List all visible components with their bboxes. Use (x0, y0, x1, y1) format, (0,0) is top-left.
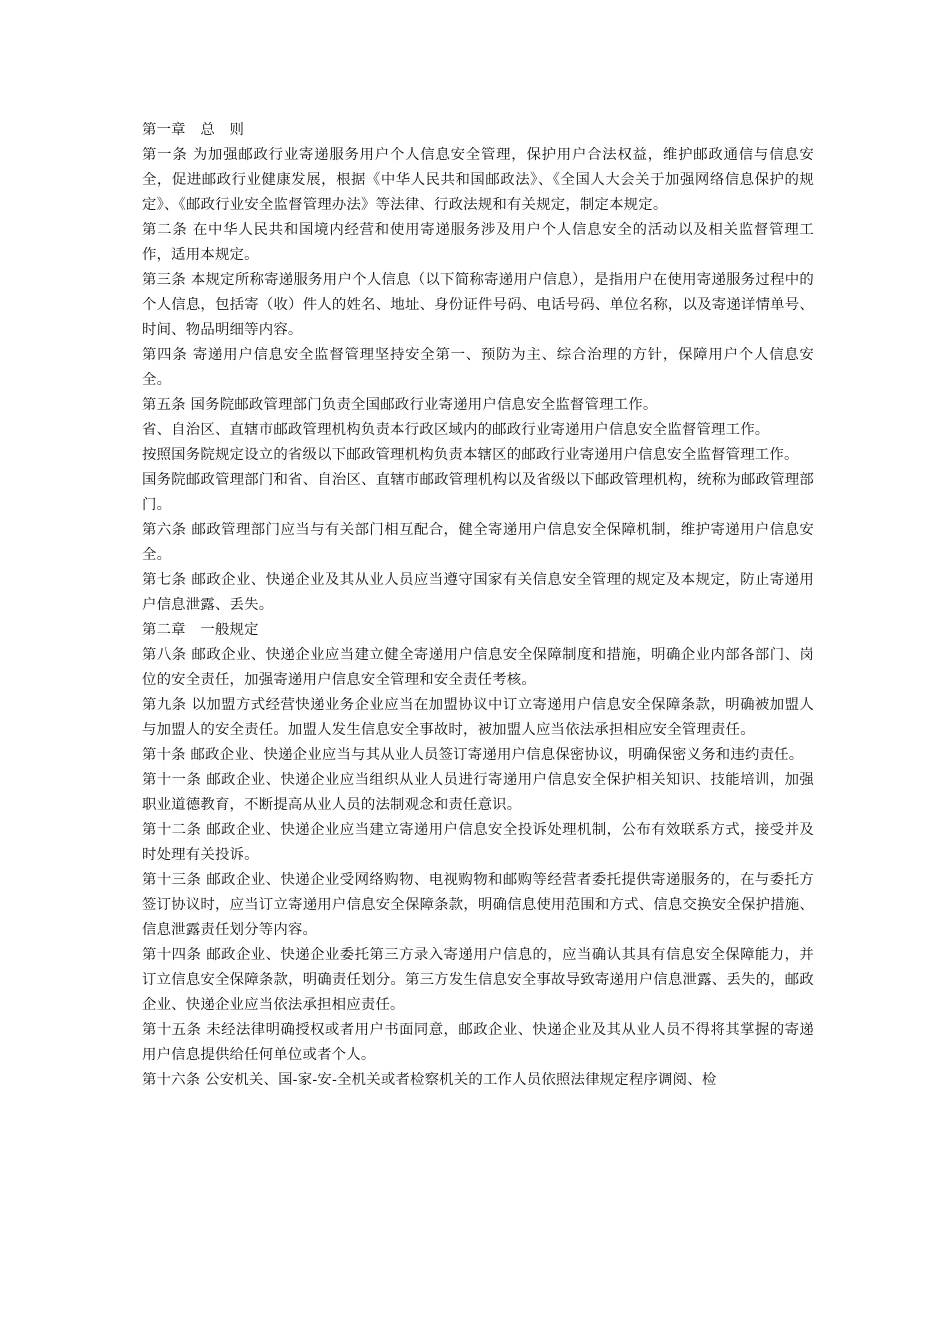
document-body (142, 118, 814, 1093)
article-paragraph: 省、自治区、直辖市邮政管理机构负责本行政区域内的邮政行业寄递用户信息安全监督管理工作。 (142, 422, 770, 438)
article-paragraph: 第十二条 邮政企业、快递企业应当建立寄递用户信息安全投诉处理机制，公布有效联系方式，接受并及时处理有关投诉。 (142, 822, 814, 863)
article-paragraph: 第五条 国务院邮政管理部门负责全国邮政行业寄递用户信息安全监督管理工作。 (142, 397, 658, 413)
article-paragraph: 第十条 邮政企业、快递企业应当与其从业人员签订寄递用户信息保密协议，明确保密义务和违约责任。 (142, 747, 804, 763)
article-paragraph: 第十一条 邮政企业、快递企业应当组织从业人员进行寄递用户信息安全保护相关知识、技能培训，加强职业道德教育，不断提高从业人员的法制观念和责任意识。 (142, 772, 814, 813)
article-paragraph: 第十三条 邮政企业、快递企业受网络购物、电视购物和邮购等经营者委托提供寄递服务的，在与委托方签订协议时，应当订立寄递用户信息安全保障条款，明确信息使用范围和方式、信息交换安全保护措施、信息泄露责任划分等内容。 (142, 872, 814, 938)
article-paragraph: 第八条 邮政企业、快递企业应当建立健全寄递用户信息安全保障制度和措施，明确企业内部各部门、岗位的安全责任，加强寄递用户信息安全管理和安全责任考核。 (142, 647, 814, 688)
article-paragraph: 国务院邮政管理部门和省、自治区、直辖市邮政管理机构以及省级以下邮政管理机构，统称为邮政管理部门。 (142, 472, 814, 513)
article-paragraph: 按照国务院规定设立的省级以下邮政管理机构负责本辖区的邮政行业寄递用户信息安全监督管理工作。 (142, 447, 799, 463)
article-paragraph: 第二条 在中华人民共和国境内经营和使用寄递服务涉及用户个人信息安全的活动以及相关监督管理工作，适用本规定。 (142, 222, 814, 263)
article-paragraph: 第三条 本规定所称寄递服务用户个人信息（以下简称寄递用户信息），是指用户在使用寄递服务过程中的个人信息，包括寄（收）件人的姓名、地址、身份证件号码、电话号码、单位名称，以及寄递详情单号、时间、物品明细等内容。 (142, 272, 814, 338)
chapter-heading: 第二章 一般规定 (142, 622, 259, 638)
article-paragraph: 第九条 以加盟方式经营快递业务企业应当在加盟协议中订立寄递用户信息安全保障条款，明确被加盟人与加盟人的安全责任。加盟人发生信息安全事故时，被加盟人应当依法承担相应安全管理责任。 (142, 697, 814, 738)
article-paragraph: 第一条 为加强邮政行业寄递服务用户个人信息安全管理，保护用户合法权益，维护邮政通信与信息安全，促进邮政行业健康发展，根据《中华人民共和国邮政法》、《全国人大会关于加强网络信息保护的规定》、《邮政行业安全监督管理办法》等法律、行政法规和有关规定，制定本规定。 (142, 147, 814, 213)
chapter-heading: 第一章 总 则 (142, 122, 245, 138)
article-paragraph: 第六条 邮政管理部门应当与有关部门相互配合，健全寄递用户信息安全保障机制，维护寄递用户信息安全。 (142, 522, 814, 563)
article-paragraph: 第十五条 未经法律明确授权或者用户书面同意，邮政企业、快递企业及其从业人员不得将其掌握的寄递用户信息提供给任何单位或者个人。 (142, 1022, 814, 1063)
article-paragraph: 第十四条 邮政企业、快递企业委托第三方录入寄递用户信息的，应当确认其具有信息安全保障能力，并订立信息安全保障条款，明确责任划分。第三方发生信息安全事故导致寄递用户信息泄露、丢失的，邮政企业、快递企业应当依法承担相应责任。 (142, 947, 814, 1013)
article-paragraph: 第四条 寄递用户信息安全监督管理坚持安全第一、预防为主、综合治理的方针，保障用户个人信息安全。 (142, 347, 814, 388)
article-paragraph: 第七条 邮政企业、快递企业及其从业人员应当遵守国家有关信息安全管理的规定及本规定，防止寄递用户信息泄露、丢失。 (142, 572, 814, 613)
article-paragraph: 第十六条 公安机关、国-家-安-全机关或者检察机关的工作人员依照法律规定程序调阅、检 (142, 1072, 717, 1088)
